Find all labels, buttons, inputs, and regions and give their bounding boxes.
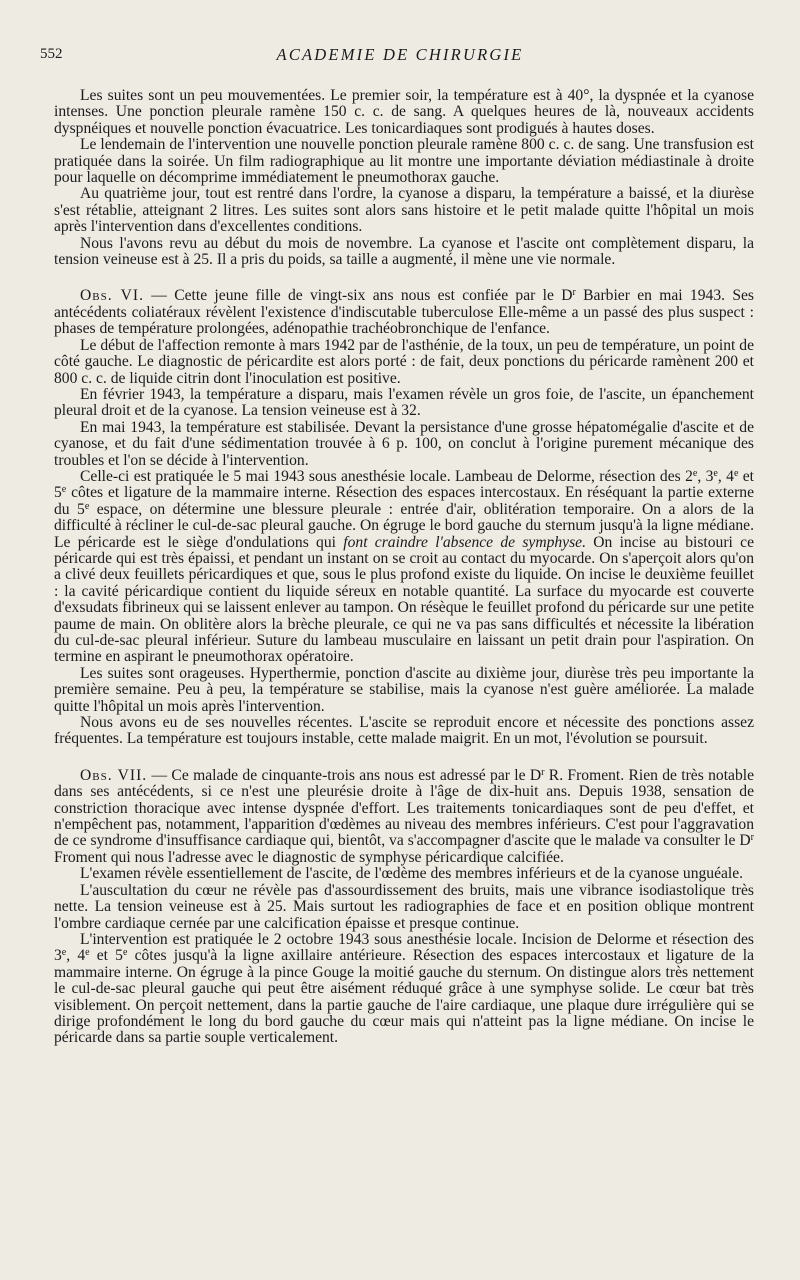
observation-label: Obs. VI. bbox=[80, 287, 144, 305]
text-run: L'intervention est pratiquée le 2 octobre 1943 sous anesthésie locale. Incision de Delorme et résection des 3 bbox=[54, 930, 754, 965]
superscript: r bbox=[572, 287, 576, 299]
paragraph: Nous avons eu de ses nouvelles récentes. L'ascite se reproduit encore et nécessite des ponctions assez fréquentes. La température est toujours instable, cette malade maigrit. En un mot, l'évolution se poursuit. bbox=[54, 714, 754, 748]
text-run: côtes jusqu'à la ligne axillaire antérieure. Résection des espaces intercostaux et ligature de la mammaire interne. On égruge à la pince Gouge la moitié gauche du sternum. On distingue alors très nettement le cul-de-sac pleural gauche qui peut être aisément réduqué grâce à une symphyse solide. Le cœur bat très visiblement. On perçoit nettement, dans la partie gauche de l'aire cardiaque, une plaque dure irrégulière qui se dirige profondément le long du bord gauche du cœur mais qui n'atteint pas la ligne médiane. On incise le péricarde dans sa partie souple verticalement. bbox=[54, 947, 754, 1047]
text-run: Barbier en mai 1943. Ses antécédents coliatéraux révèlent l'existence d'indiscutable tuberculose Elle-même a un passé des plus suspect : phases de température prolongées, adénopathie trachéobronchique de l'enfance. bbox=[54, 287, 754, 338]
paragraph: Nous l'avons revu au début du mois de novembre. La cyanose et l'ascite ont complètement disparu, la tension veineuse est à 25. Il a pris du poids, sa taille a augmenté, il mène une vie normale. bbox=[54, 234, 754, 269]
text-run: , 3 bbox=[697, 467, 714, 485]
superscript: e bbox=[713, 467, 718, 479]
text-run: , 4 bbox=[66, 947, 86, 965]
superscript: e bbox=[85, 947, 90, 959]
paragraph: L'auscultation du cœur ne révèle pas d'assourdissement des bruits, mais une vibrance isodiastolique très nette. La tension veineuse est à 25. Mais surtout les radiographies de face et en position oblique montrent l'ombre cardiaque cernée par une calcification épaisse et presque continue. bbox=[54, 881, 754, 932]
paragraph: L'examen révèle essentiellement de l'ascite, de l'œdème des membres inférieurs et de la cyanose unguéale. bbox=[80, 865, 744, 883]
superscript: e bbox=[733, 467, 739, 479]
paragraph: Au quatrième jour, tout est rentré dans l'ordre, la cyanose a disparu, la température a baissé, et la diurèse s'est rétablie, atteignant 2 litres. Les suites sont alors sans histoire et le petit malade quitte l'hôpital un mois après l'intervention dans d'excellentes conditions. bbox=[54, 185, 754, 236]
superscript: e bbox=[61, 947, 67, 959]
page-number: 552 bbox=[40, 46, 63, 62]
text-run: Celle-ci est pratiquée le 5 mai 1943 sous anesthésie locale. Lambeau de Delorme, résection des 2 bbox=[80, 467, 693, 485]
text-run: et 5 bbox=[89, 947, 123, 965]
paragraph: Les suites sont orageuses. Hyperthermie, ponction d'ascite au dixième jour, diurèse très peu importante la première semaine. Peu à peu, la température se stabilise, mais la cyanose n'est guère améliorée. La malade quitte l'hôpital un mois après l'intervention. bbox=[54, 664, 754, 715]
superscript: e bbox=[84, 500, 90, 512]
superscript: e bbox=[692, 467, 698, 479]
text-run: — Ce malade de cinquante-trois ans nous est adressé par le D bbox=[147, 766, 542, 784]
text-run: et 5 bbox=[54, 467, 755, 502]
superscript: e bbox=[61, 484, 67, 496]
superscript: r bbox=[541, 766, 545, 778]
text-run: Froment qui nous l'adresse avec le diagnostic de symphyse péricardique calcifiée. bbox=[54, 848, 564, 866]
paragraph: En février 1943, la température a disparu, mais l'examen révèle un gros foie, de l'ascite, un épanchement pleural droit et de la cyanose. La tension veineuse est à 32. bbox=[54, 385, 754, 420]
superscript: r bbox=[750, 832, 754, 844]
running-title: ACADEMIE DE CHIRURGIE bbox=[276, 45, 524, 64]
text-run: R. Froment. Rien de très notable dans ses antécédents, si ce n'est une pleurésie droite à l'âge de dix-huit ans. Depuis 1938, sensation de constriction thoracique avec intense dyspnée d'effort. Les traitements tonicardiaques sont de peu d'effet, et n'empêchent pas, notamment, l'apparition d'œdèmes au niveau des membres inférieurs. C'est pour l'aggravation de ce syndrome d'insuffisance cardiaque qui, bientôt, va s'accompagner d'ascite que le malade va consulter le D bbox=[54, 766, 755, 850]
paragraph: Les suites sont un peu mouvementées. Le premier soir, la température est à 40°, la dyspnée et la cyanose intenses. Une ponction pleurale ramène 150 c. c. de sang. A quelques heures de là, nouveaux accidents dyspnéiques et nouvelle ponction évacuatrice. Les tonicardiaques sont prodigués à hautes doses. bbox=[54, 87, 754, 137]
body-text bbox=[54, 88, 754, 1047]
text-run: côtes et ligature de la mammaire interne. Résection des espaces intercostaux. En réséquant la partie externe du 5 bbox=[54, 484, 754, 518]
italic-text: font craindre l'absence de symphyse. bbox=[343, 533, 586, 551]
observation-label: Obs. VII. bbox=[80, 766, 148, 784]
paragraph: En mai 1943, la température est stabilisée. Devant la persistance d'une grosse hépatomégalie d'ascite et de cyanose, et du fait d'une sédimentation trouvée à 6 p. 100, on conclut à l'origine purement mécanique des troubles et l'on se décide à l'intervention. bbox=[54, 418, 754, 469]
text-run: On incise au bistouri ce péricarde qui est très épaissi, et pendant un instant on se croit au contact du myocarde. On s'aperçoit alors qu'on a clivé deux feuillets péricardiques et que, sous le plus profond existe du liquide. On incise le deuxième feuillet : la cavité péricardique contient du liquide séreux en notable quantité. La surface du myocarde est couverte d'exsudats fibrineux qui se laissent enlever au tampon. On résèque le feuillet profond du péricarde sur une petite paume de main. On oblitère alors la brèche pleurale, ce qui ne va pas sans difficultés et nécessite la libération du cul-de-sac pleural inférieur. Suture du lambeau musculaire en laissant un petit drain pour l'aspiration. On termine en aspirant le pneumothorax opératoire. bbox=[54, 533, 754, 666]
text-run: espace, on détermine une blessure pleurale : entrée d'air, oblitération temporaire. On a alors de la difficulté à récliner le cul-de-sac pleural gauche. On égruge le bord gauche du sternum jusqu'à la ligne médiane. Le péricarde est le siège d'ondulations qui bbox=[54, 500, 754, 551]
observation-vii-intro bbox=[54, 768, 754, 866]
paragraph-operation-vi bbox=[54, 469, 754, 666]
paragraph: Le début de l'affection remonte à mars 1942 par de l'asthénie, de la toux, un peu de température, un point de côté gauche. Le diagnostic de péricardite est alors porté : de fait, deux ponctions du péricarde ramènent 200 et 800 c. c. de liquide citrin dont l'inoculation est positive. bbox=[54, 336, 754, 387]
paragraph: Le lendemain de l'intervention une nouvelle ponction pleurale ramène 800 c. c. de sang. Une transfusion est pratiquée dans la soirée. Un film radiographique au lit montre une importante déviation médiastinale à droite pour laquelle on décomprime immédiatement le pneumothorax gauche. bbox=[54, 136, 754, 187]
paragraph-operation-vii bbox=[54, 932, 754, 1047]
superscript: e bbox=[122, 947, 128, 959]
text-run: — Cette jeune fille de vingt-six ans nous est confiée par le D bbox=[144, 287, 573, 305]
observation-vi-intro bbox=[54, 288, 754, 337]
text-run: , 4 bbox=[717, 467, 734, 485]
